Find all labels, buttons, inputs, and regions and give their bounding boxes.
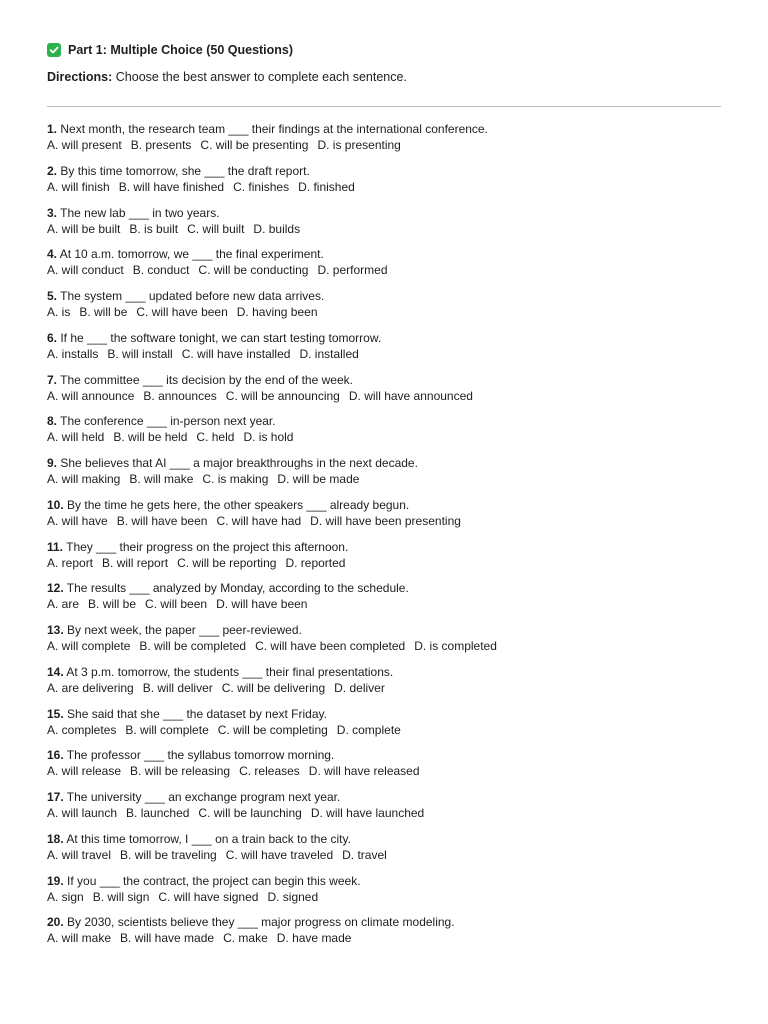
question-text: By 2030, scientists believe they ___ major progress on climate modeling. <box>63 915 455 930</box>
answer-option: D. will have released <box>308 764 420 779</box>
question-number: 4. <box>47 247 58 262</box>
question-text: At 3 p.m. tomorrow, the students ___ their final presentations. <box>63 664 394 679</box>
answer-option: C. is making <box>202 472 269 486</box>
answer-option: C. will have had <box>216 513 302 528</box>
answer-options <box>47 805 737 821</box>
answer-option: D. reported <box>285 555 346 570</box>
answer-option: C. will be completing <box>217 722 328 737</box>
question-item <box>47 580 737 622</box>
question-line <box>47 580 737 596</box>
question-number: 19. <box>47 873 64 888</box>
question-number: 1. <box>47 122 58 136</box>
answer-options <box>47 429 737 445</box>
answer-option: B. will have made <box>120 931 215 946</box>
answer-option: C. finishes <box>233 179 290 194</box>
question-line <box>47 622 737 638</box>
answer-option: A. are delivering <box>47 680 134 695</box>
question-number: 2. <box>47 163 58 178</box>
answer-option: D. deliver <box>334 680 385 695</box>
answer-option: C. make <box>223 931 268 946</box>
answer-option: B. will complete <box>125 722 209 737</box>
question-item <box>47 372 737 414</box>
answer-option: C. will have been completed <box>255 639 406 653</box>
answer-option: C. will be conducting <box>198 263 309 278</box>
question-text: Next month, the research team ___ their findings at the international conference. <box>57 122 488 136</box>
answer-option: C. will be reporting <box>177 555 277 570</box>
answer-option: A. will launch <box>47 806 118 820</box>
question-line <box>47 205 737 221</box>
question-item <box>47 330 737 372</box>
question-item <box>47 455 737 497</box>
question-number: 18. <box>47 831 64 846</box>
answer-option: A. will travel <box>47 847 112 862</box>
question-line <box>47 873 737 889</box>
answer-option: B. will have finished <box>118 179 225 194</box>
answer-options <box>47 262 737 278</box>
question-item <box>47 706 737 748</box>
question-text: The system ___ updated before new data arrives. <box>57 289 325 303</box>
answer-option: B. is built <box>129 221 179 236</box>
answer-options <box>47 680 737 696</box>
question-line <box>47 914 737 930</box>
question-item <box>47 622 737 664</box>
check-icon <box>47 43 61 57</box>
question-line <box>47 706 737 722</box>
answer-option: A. completes <box>47 722 117 737</box>
question-line <box>47 455 737 471</box>
question-text: They ___ their progress on the project this afternoon. <box>63 539 349 554</box>
answer-options <box>47 722 737 738</box>
question-item <box>47 205 737 247</box>
answer-option: A. are <box>47 597 80 612</box>
answer-option: B. presents <box>130 138 192 152</box>
directions <box>47 70 407 84</box>
answer-option: A. will be built <box>47 221 121 236</box>
answer-option: A. will have <box>47 513 108 528</box>
question-item <box>47 163 737 205</box>
answer-option: D. complete <box>336 722 401 737</box>
answer-option: D. will have been presenting <box>310 513 461 528</box>
question-line <box>47 246 737 262</box>
question-text: The results ___ analyzed by Monday, according to the schedule. <box>63 581 409 596</box>
question-number: 12. <box>47 581 64 596</box>
answer-option: C. releases <box>239 764 300 779</box>
directions-text: Choose the best answer to complete each sentence. <box>112 70 407 84</box>
answer-option: A. will make <box>47 931 112 946</box>
answer-options <box>47 221 737 237</box>
answer-option: C. will be delivering <box>221 680 326 695</box>
question-text: At 10 a.m. tomorrow, we ___ the final experiment. <box>57 247 324 262</box>
answer-option: A. will complete <box>47 639 131 653</box>
question-item <box>47 539 737 581</box>
question-text: If he ___ the software tonight, we can start testing tomorrow. <box>57 330 382 345</box>
answer-option: D. have made <box>276 931 352 946</box>
answer-option: C. will have installed <box>181 346 291 361</box>
question-line <box>47 664 737 680</box>
question-text: The professor ___ the syllabus tomorrow morning. <box>63 748 335 763</box>
answer-option: D. performed <box>317 263 388 278</box>
question-line <box>47 288 737 304</box>
answer-option: B. will install <box>107 346 173 361</box>
answer-option: C. will be presenting <box>200 138 309 152</box>
question-list <box>47 121 737 956</box>
answer-options <box>47 304 737 320</box>
question-item <box>47 831 737 873</box>
question-item <box>47 497 737 539</box>
question-line <box>47 831 737 847</box>
answer-option: B. launched <box>126 806 190 820</box>
question-line <box>47 747 737 763</box>
question-item <box>47 789 737 831</box>
question-line <box>47 539 737 555</box>
answer-options <box>47 889 737 905</box>
answer-option: C. will have traveled <box>225 847 334 862</box>
answer-option: C. will have been <box>136 305 228 319</box>
question-number: 17. <box>47 790 64 804</box>
answer-options <box>47 179 737 195</box>
question-line <box>47 330 737 346</box>
answer-option: A. will held <box>47 430 105 445</box>
question-text: By the time he gets here, the other speakers ___ already begun. <box>63 497 410 512</box>
answer-option: D. builds <box>253 221 301 236</box>
answer-option: B. will be completed <box>139 639 247 653</box>
part-header <box>47 43 293 57</box>
question-item <box>47 413 737 455</box>
answer-option: A. will announce <box>47 388 135 403</box>
answer-option: B. will be releasing <box>130 764 231 779</box>
question-line <box>47 413 737 429</box>
answer-option: B. conduct <box>132 263 190 278</box>
answer-options <box>47 763 737 779</box>
question-number: 16. <box>47 748 64 763</box>
answer-option: D. finished <box>298 179 355 194</box>
question-number: 15. <box>47 706 64 721</box>
answer-option: A. installs <box>47 346 99 361</box>
question-text: She said that she ___ the dataset by next Friday. <box>63 706 327 721</box>
answer-option: C. will built <box>187 221 245 236</box>
directions-label: Directions: <box>47 70 113 84</box>
answer-option: B. will make <box>129 472 194 486</box>
answer-option: B. will be <box>79 305 128 319</box>
answer-options <box>47 388 737 404</box>
question-item <box>47 873 737 915</box>
answer-option: D. is presenting <box>317 138 401 152</box>
answer-option: D. is completed <box>414 639 497 653</box>
answer-option: D. will be made <box>277 472 360 486</box>
answer-option: B. will be traveling <box>120 847 217 862</box>
question-number: 8. <box>47 414 58 429</box>
answer-options <box>47 471 737 487</box>
question-number: 7. <box>47 372 58 387</box>
question-text: She believes that AI ___ a major breakthroughs in the next decade. <box>57 456 418 470</box>
question-number: 10. <box>47 497 64 512</box>
question-line <box>47 121 737 137</box>
question-line <box>47 497 737 513</box>
question-line <box>47 163 737 179</box>
answer-option: A. report <box>47 555 94 570</box>
answer-option: C. will been <box>145 597 208 612</box>
question-number: 20. <box>47 915 64 930</box>
question-number: 5. <box>47 289 58 303</box>
answer-option: B. will sign <box>92 889 150 904</box>
answer-options <box>47 137 737 153</box>
answer-options <box>47 346 737 362</box>
answer-option: A. will conduct <box>47 263 124 278</box>
answer-options <box>47 513 737 529</box>
question-item <box>47 288 737 330</box>
answer-option: C. will have signed <box>158 889 259 904</box>
answer-option: A. will release <box>47 764 122 779</box>
answer-option: D. travel <box>342 847 387 862</box>
answer-option: D. installed <box>299 346 359 361</box>
question-item <box>47 914 737 956</box>
answer-option: B. announces <box>143 388 217 403</box>
question-text: The new lab ___ in two years. <box>57 205 220 220</box>
answer-option: A. is <box>47 305 71 319</box>
question-number: 3. <box>47 205 58 220</box>
question-item <box>47 747 737 789</box>
question-item <box>47 246 737 288</box>
answer-options <box>47 555 737 571</box>
answer-option: D. signed <box>267 889 319 904</box>
answer-options <box>47 930 737 946</box>
question-number: 11. <box>47 539 64 554</box>
answer-option: A. will making <box>47 472 121 486</box>
question-number: 13. <box>47 623 64 637</box>
part-title: Part 1: Multiple Choice (50 Questions) <box>68 43 294 57</box>
question-line <box>47 372 737 388</box>
answer-options <box>47 847 737 863</box>
answer-option: C. will be announcing <box>225 388 340 403</box>
answer-option: B. will be held <box>113 430 188 445</box>
question-item <box>47 121 737 163</box>
answer-option: B. will report <box>102 555 169 570</box>
answer-option: D. will have been <box>216 597 308 612</box>
question-text: The conference ___ in-person next year. <box>57 414 276 429</box>
question-text: By next week, the paper ___ peer-reviewed. <box>63 623 302 637</box>
question-text: The committee ___ its decision by the end of the week. <box>57 372 353 387</box>
question-text: The university ___ an exchange program next year. <box>63 790 341 804</box>
question-number: 6. <box>47 330 58 345</box>
answer-option: A. sign <box>47 889 84 904</box>
answer-option: D. having been <box>236 305 318 319</box>
answer-option: D. is hold <box>243 430 294 445</box>
question-text: At this time tomorrow, I ___ on a train back to the city. <box>63 831 351 846</box>
divider <box>47 106 721 107</box>
question-number: 14. <box>47 664 64 679</box>
answer-option: C. will be launching <box>198 806 302 820</box>
answer-option: D. will have announced <box>348 388 473 403</box>
answer-option: C. held <box>196 430 235 445</box>
answer-option: A. will present <box>47 138 122 152</box>
question-line <box>47 789 737 805</box>
answer-option: B. will have been <box>116 513 208 528</box>
question-item <box>47 664 737 706</box>
answer-option: B. will deliver <box>142 680 213 695</box>
answer-option: A. will finish <box>47 179 110 194</box>
question-number: 9. <box>47 456 58 470</box>
question-text: By this time tomorrow, she ___ the draft report. <box>57 163 310 178</box>
answer-options <box>47 596 737 612</box>
answer-option: D. will have launched <box>310 806 425 820</box>
question-text: If you ___ the contract, the project can begin this week. <box>63 873 361 888</box>
answer-option: B. will be <box>88 597 137 612</box>
answer-options <box>47 638 737 654</box>
